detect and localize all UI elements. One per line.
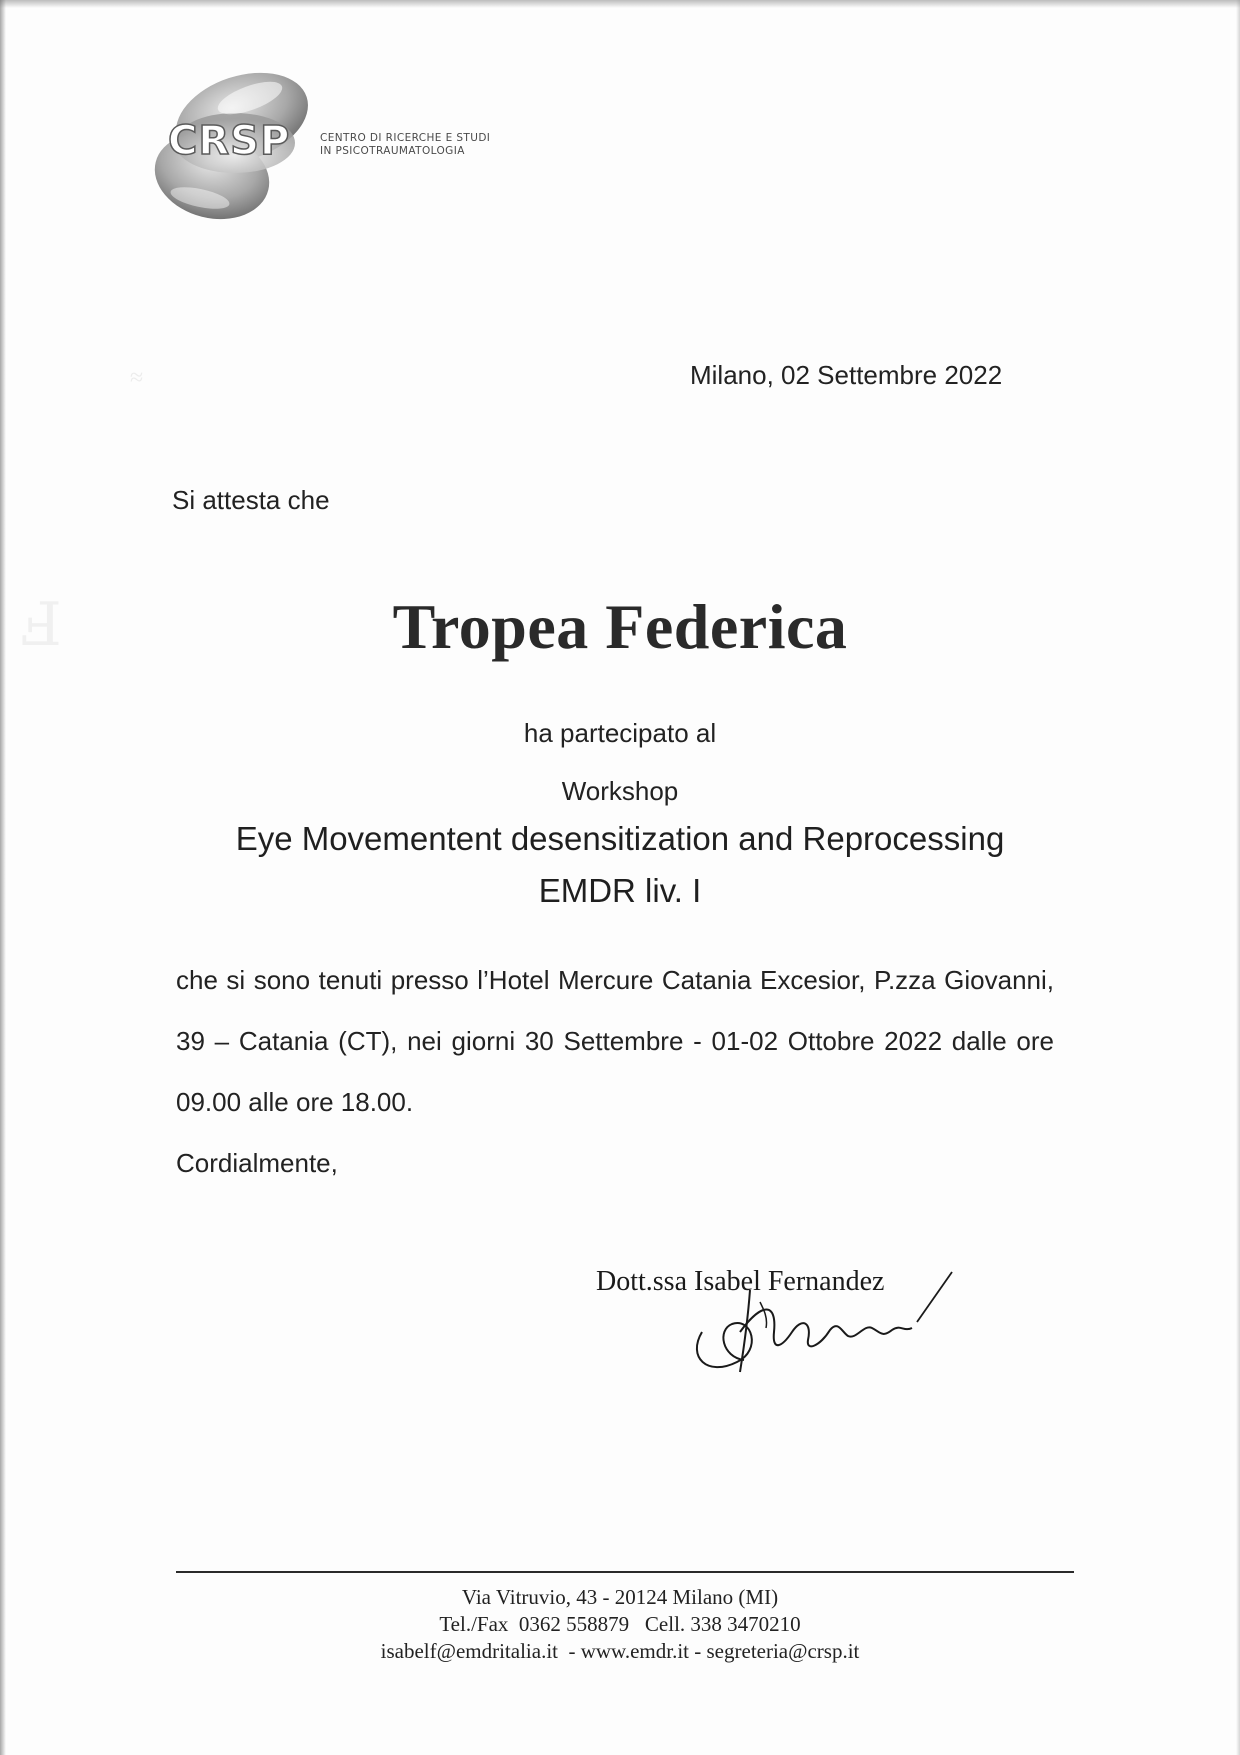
event-type: Workshop bbox=[561, 776, 679, 806]
event-title: Eye Movementent desensitization and Reprocessing bbox=[235, 820, 1005, 857]
show-through-text: ≈ bbox=[130, 365, 144, 391]
letterhead-footer bbox=[0, 1584, 1240, 1665]
signatory-name: Dott.ssa Isabel Fernandez bbox=[596, 1266, 885, 1297]
participation-text: ha partecipato al bbox=[523, 718, 717, 748]
logo-caption-line: CENTRO DI RICERCHE E STUDI bbox=[320, 132, 491, 144]
crsp-logo bbox=[150, 58, 530, 228]
handwritten-signature bbox=[682, 1262, 962, 1382]
scan-edge-top bbox=[0, 0, 1240, 8]
footer-divider bbox=[176, 1571, 1074, 1573]
show-through-text: Ⅎ bbox=[20, 592, 62, 658]
event-level: EMDR liv. I bbox=[538, 872, 702, 909]
attestation-intro: Si attesta che bbox=[172, 485, 330, 515]
recipient-name: Tropea Federica bbox=[392, 591, 848, 662]
event-details-paragraph: che si sono tenuti presso l’Hotel Mercure Catania Excesior, P.zza Giovanni, 39 – Catania (CT), nei giorni 30 Settembre - 01-02 Ottobre 2022 dalle ore 09.00 alle ore 18.00. bbox=[176, 965, 1054, 1117]
crsp-logo-caption bbox=[320, 132, 490, 158]
footer-phones: Tel./Fax 0362 558879 Cell. 338 3470210 bbox=[439, 1612, 801, 1636]
letter-date: Milano, 02 Settembre 2022 bbox=[690, 360, 1003, 390]
logo-caption-line: IN PSICOTRAUMATOLOGIA bbox=[320, 145, 465, 157]
footer-address: Via Vitruvio, 43 - 20124 Milano (MI) bbox=[461, 1585, 779, 1609]
closing-salutation: Cordialmente, bbox=[176, 1148, 338, 1178]
crsp-logo-letters: CRSP bbox=[168, 118, 291, 164]
footer-contacts: isabelf@emdritalia.it - www.emdr.it - segreteria@crsp.it bbox=[380, 1639, 860, 1663]
